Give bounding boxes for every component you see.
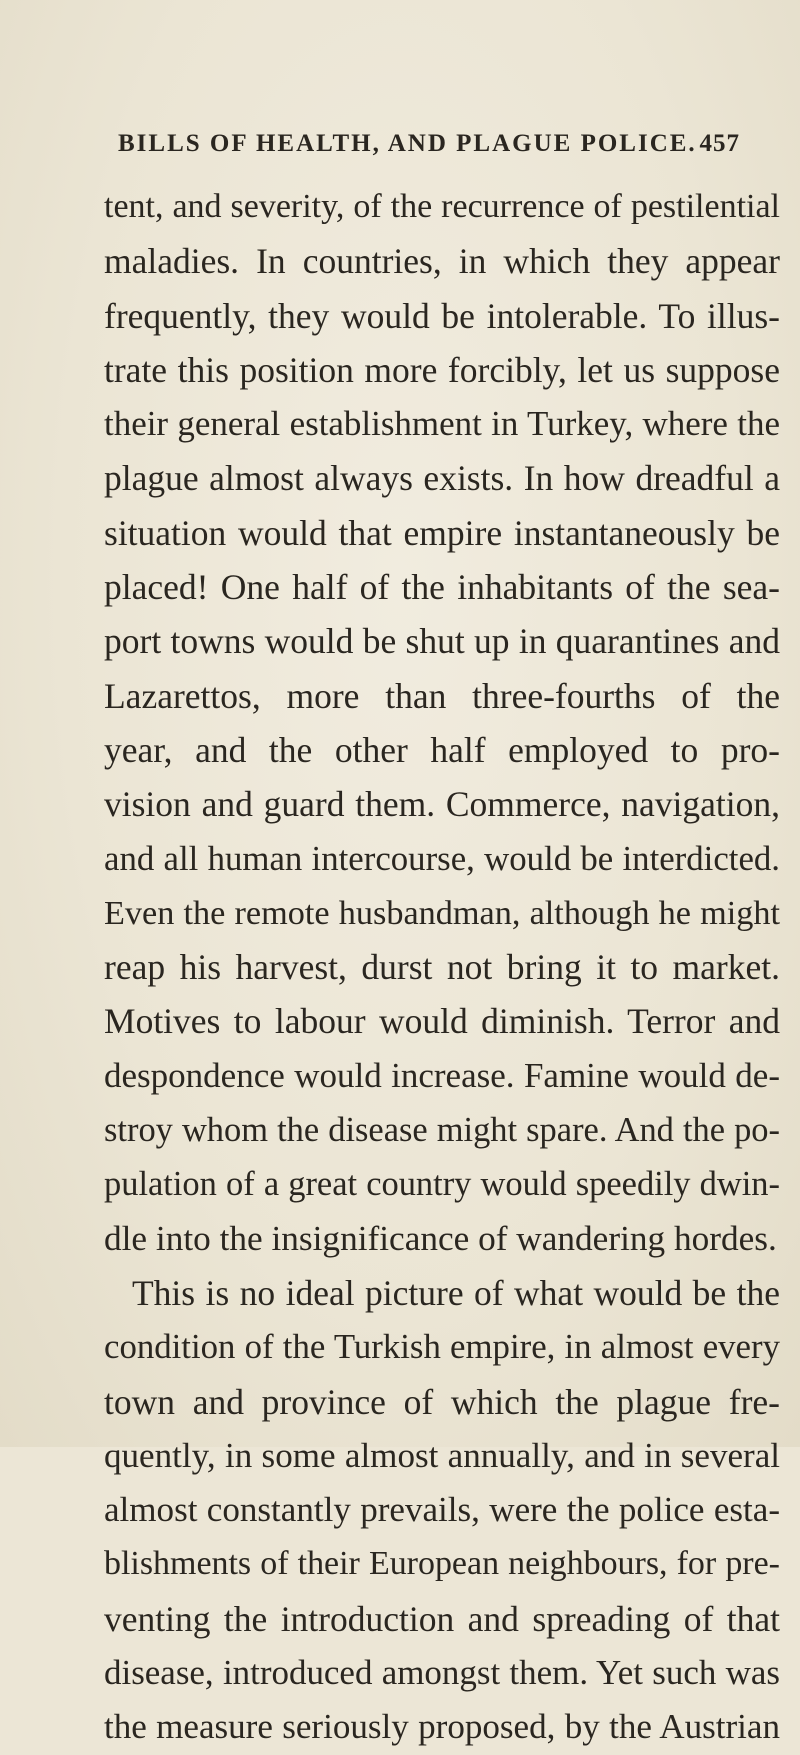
page-number: 457 [699, 130, 740, 157]
text-line: stroy whom the disease might spare. And the po- [104, 1111, 780, 1150]
text-line: placed! One half of the inhabitants of the sea- [104, 567, 780, 608]
text-line: blishments of their European neighbours, for pre- [104, 1545, 780, 1583]
text-line: and all human intercourse, would be interdicted. [104, 838, 780, 878]
text-line: despondence would increase. Famine would de- [104, 1055, 780, 1095]
text-line: port towns would be shut up in quarantines and [104, 621, 780, 662]
text-line: reap his harvest, durst not bring it to market. [104, 947, 780, 988]
text-line: almost constantly prevails, were the police esta- [104, 1490, 780, 1530]
text-line: pulation of a great country would speedily dwin- [104, 1165, 780, 1204]
text-line: town and province of which the plague fre- [104, 1381, 780, 1422]
text-line: quently, in some almost annually, and in several [104, 1435, 780, 1475]
text-line: Even the remote husbandman, although he might [104, 893, 780, 932]
text-line: disease, introduced amongst them. Yet such was [104, 1653, 780, 1693]
text-line: condition of the Turkish empire, in almost every [104, 1327, 780, 1367]
text-line: the measure seriously proposed, by the Austrian [104, 1707, 780, 1747]
text-line: situation would that empire instantaneously be [104, 512, 780, 553]
text-line: maladies. In countries, in which they appear [104, 241, 780, 282]
text-line: vision and guard them. Commerce, navigation, [104, 784, 780, 825]
text-line: dle into the insignificance of wandering hordes. [104, 1218, 777, 1258]
text-line: Lazarettos, more than three-fourths of the [104, 675, 780, 716]
text-line: venting the introduction and spreading of that [104, 1598, 780, 1639]
text-line: Motives to labour would diminish. Terror and [104, 1001, 780, 1042]
text-line: This is no ideal picture of what would be the [132, 1272, 780, 1313]
page-header [118, 130, 738, 164]
text-line: tent, and severity, of the recurrence of pestilential [104, 188, 780, 225]
text-line: frequently, they would be intolerable. To illus- [104, 295, 780, 336]
text-line: year, and the other half employed to pro- [104, 729, 780, 770]
running-head: BILLS OF HEALTH, AND PLAGUE POLICE. [118, 130, 697, 157]
text-line: trate this position more forcibly, let us suppose [104, 349, 780, 390]
body-text [104, 180, 780, 1755]
text-line: their general establishment in Turkey, where the [104, 404, 780, 444]
text-line: plague almost always exists. In how dreadful a [104, 458, 780, 499]
